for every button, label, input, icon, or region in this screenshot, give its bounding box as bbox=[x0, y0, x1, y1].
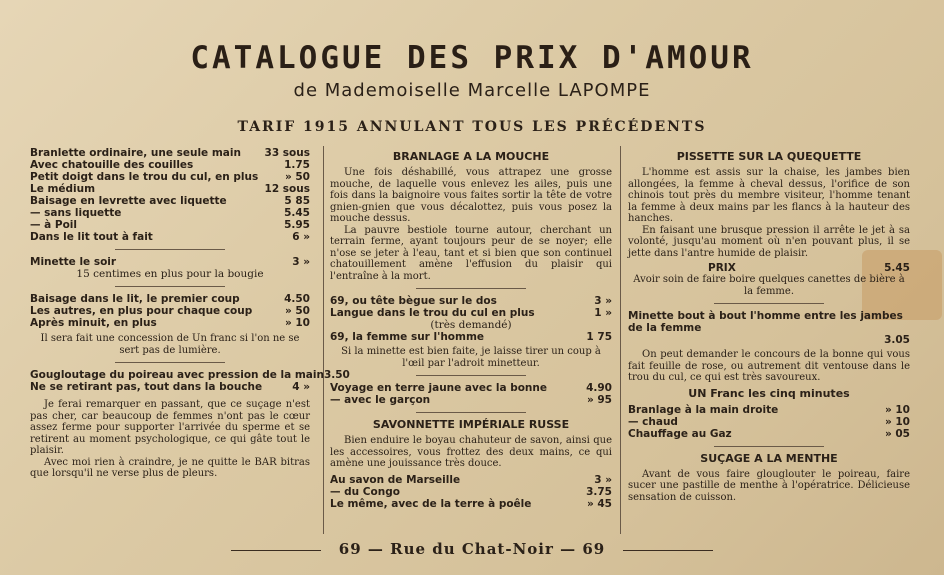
footer-address bbox=[0, 540, 944, 558]
price-value: 4 » bbox=[292, 381, 310, 393]
note: (très demandé) bbox=[430, 319, 512, 331]
price-row bbox=[30, 171, 310, 183]
price-value: 6 » bbox=[292, 231, 310, 243]
paragraph: Je ferai remarquer en passant, que ce suçage n'est pas cher, car beaucoup de femmes n'ont pas le cœur assez ferme pour supporter l'arrivée du sperme et se retirent au moment psychologique, ce qui gâte tout le plaisir. bbox=[30, 399, 310, 456]
separator bbox=[416, 412, 526, 413]
paragraph: La pauvre bestiole tourne autour, cherchant un terrain ferme, ayant toujours peur de se noyer; elle n'ose se jeter à l'eau, tant et si bien que son continuel chatouillement amène l'effusion du plaisir qui l'entraîne à la mort. bbox=[330, 224, 612, 282]
paragraph: On peut demander le concours de la bonne qui vous fait feuille de rose, ou autrement dit ventouse dans le trou du cul, ce qui est très savoureux. bbox=[628, 349, 910, 383]
price-value: » 45 bbox=[586, 497, 612, 510]
price-value: 3.75 bbox=[586, 485, 612, 498]
price-value: » 05 bbox=[884, 427, 910, 440]
page-subtitle: de Mademoiselle Marcelle LAPOMPE bbox=[293, 80, 651, 101]
separator bbox=[115, 286, 225, 287]
price-value: 3.05 bbox=[884, 334, 910, 346]
price-label: — sans liquette bbox=[30, 207, 122, 219]
price-list-3 bbox=[30, 369, 350, 393]
price-label: Branlage à la main droite bbox=[628, 403, 779, 416]
price-value: » 95 bbox=[586, 394, 612, 406]
column-divider-1 bbox=[323, 146, 324, 534]
price-row bbox=[330, 394, 612, 406]
price-row bbox=[30, 381, 310, 393]
price-row bbox=[330, 307, 612, 319]
price-row bbox=[30, 207, 310, 219]
paragraph: Une fois déshabillé, vous attrapez une grosse mouche, de laquelle vous enlevez les ailes, puis une fois dans la baignoire vous faites sortir la tête de votre gnien-gnien que vous décalottez, puis vous posez la mouche dessus. bbox=[330, 167, 612, 224]
price-value: 1 » bbox=[594, 307, 612, 319]
note: Avoir soin de faire boire quelques canettes de bière à la femme. bbox=[633, 274, 905, 297]
separator bbox=[416, 375, 526, 376]
arrow-right-icon bbox=[623, 550, 713, 551]
address-text: 69 — Rue du Chat-Noir — 69 bbox=[338, 540, 606, 558]
price-value: 4.90 bbox=[586, 382, 612, 394]
price-label: Voyage en terre jaune avec la bonne bbox=[330, 382, 547, 394]
price-label: Minette bout à bout l'homme entre les jambes de la femme bbox=[628, 310, 903, 334]
price-row bbox=[628, 334, 910, 346]
column-divider-2 bbox=[620, 146, 621, 534]
concession-note: Il sera fait une concession de Un franc si l'on ne se sert pas de lumière. bbox=[40, 333, 300, 356]
price-value: 5.45 bbox=[284, 207, 310, 219]
price-value: 3.50 bbox=[323, 369, 350, 381]
price-label: Branlette ordinaire, une seule main bbox=[30, 147, 241, 159]
price-list-5 bbox=[330, 382, 612, 406]
price-row bbox=[30, 293, 310, 305]
price-row bbox=[30, 305, 310, 317]
price-value: 5 85 bbox=[284, 195, 310, 207]
price-label: Petit doigt dans le trou du cul, en plus bbox=[30, 171, 259, 183]
separator bbox=[714, 303, 824, 304]
price-value: 3 » bbox=[594, 473, 612, 486]
column-1 bbox=[30, 147, 350, 480]
price-row bbox=[30, 183, 310, 195]
price-value: 33 sous bbox=[264, 147, 310, 159]
price-row bbox=[330, 331, 612, 343]
price-row bbox=[330, 382, 612, 394]
price-label: Ne se retirant pas, tout dans la bouche bbox=[30, 381, 263, 393]
price-value: 5.45 bbox=[884, 262, 910, 274]
price-value: » 50 bbox=[284, 171, 310, 183]
note: 15 centimes en plus pour la bougie bbox=[76, 268, 264, 280]
price-value: 3 » bbox=[594, 295, 612, 307]
price-label: — chaud bbox=[628, 415, 678, 428]
price-label: Après minuit, en plus bbox=[30, 317, 157, 329]
price-value: » 50 bbox=[284, 305, 310, 317]
price-label: Gougloutage du poireau avec pression de la main bbox=[30, 369, 324, 381]
price-label: — du Congo bbox=[330, 485, 400, 498]
price-list-7 bbox=[628, 404, 910, 440]
price-list-6 bbox=[330, 474, 612, 510]
price-row bbox=[30, 147, 310, 159]
price-row bbox=[30, 195, 310, 207]
separator bbox=[115, 249, 225, 250]
price-label: Baisage dans le lit, le premier coup bbox=[30, 293, 240, 305]
paragraph: L'homme est assis sur la chaise, les jambes bien allongées, la femme à cheval dessus, l'orifice de son chinois tout près du membre visiteur, l'homme tenant la femme à deux mains par les flancs à la hauteur des hanches. bbox=[628, 167, 910, 224]
price-value: 3 » bbox=[292, 256, 310, 268]
paragraph: En faisant une brusque pression il arrête le jet à sa volonté, jusqu'au moment où n'en pouvant plus, il se jette dans l'antre humide de plaisir. bbox=[628, 224, 910, 259]
price-label: 69, la femme sur l'homme bbox=[330, 331, 485, 343]
price-label: 69, ou tête bègue sur le dos bbox=[330, 295, 497, 307]
price-label: Au savon de Marseille bbox=[330, 473, 461, 486]
price-row bbox=[330, 474, 612, 486]
page-title: CATALOGUE DES PRIX D'AMOUR bbox=[190, 40, 754, 76]
section-heading: UN Franc les cinq minutes bbox=[688, 386, 850, 400]
price-value: 1.75 bbox=[284, 159, 310, 171]
column-2 bbox=[330, 147, 612, 510]
column-3 bbox=[628, 147, 910, 503]
price-list-1 bbox=[30, 147, 310, 243]
price-label: Le médium bbox=[30, 183, 96, 195]
price-label: Dans le lit tout à fait bbox=[30, 231, 153, 243]
price-label: Chauffage au Gaz bbox=[628, 427, 732, 440]
price-row bbox=[330, 498, 612, 510]
price-value: 4.50 bbox=[284, 293, 310, 305]
price-row bbox=[628, 262, 910, 274]
section-heading: PISSETTE SUR LA QUEQUETTE bbox=[676, 150, 862, 163]
price-label: — avec le garçon bbox=[330, 394, 431, 406]
separator bbox=[115, 362, 225, 363]
arrow-left-icon bbox=[231, 550, 321, 551]
price-row bbox=[628, 428, 910, 440]
price-label: Langue dans le trou du cul en plus bbox=[330, 307, 535, 319]
price-row bbox=[628, 416, 910, 428]
price-label: Avec chatouille des couilles bbox=[30, 159, 194, 171]
price-row bbox=[30, 317, 310, 329]
price-value: » 10 bbox=[884, 415, 910, 428]
paragraph: Avant de vous faire glouglouter le poireau, faire sucer une pastille de menthe à l'opératrice. Délicieuse sensation de cuisson. bbox=[628, 468, 910, 503]
tarif-heading: TARIF 1915 ANNULANT TOUS LES PRÉCÉDENTS bbox=[237, 119, 707, 135]
price-row bbox=[30, 369, 350, 381]
price-value: 5.95 bbox=[284, 219, 310, 231]
price-label: Le même, avec de la terre à poêle bbox=[330, 497, 532, 510]
price-label: — à Poil bbox=[30, 219, 78, 231]
price-value: 12 sous bbox=[264, 183, 310, 195]
price-row bbox=[30, 231, 310, 243]
separator bbox=[714, 446, 824, 447]
section-heading: BRANLAGE A LA MOUCHE bbox=[392, 150, 550, 163]
price-value: » 10 bbox=[284, 317, 310, 329]
section-heading: SUÇAGE A LA MENTHE bbox=[700, 451, 838, 465]
price-row bbox=[30, 219, 310, 231]
price-list-4 bbox=[330, 295, 612, 319]
section-heading: SAVONNETTE IMPÉRIALE RUSSE bbox=[372, 418, 570, 431]
price-row bbox=[330, 295, 612, 307]
price-row bbox=[330, 486, 612, 498]
price-list-2 bbox=[30, 293, 310, 329]
price-row bbox=[30, 256, 310, 268]
price-label: PRIX bbox=[708, 262, 736, 274]
price-label: Minette le soir bbox=[30, 256, 117, 268]
price-row bbox=[628, 404, 910, 416]
paragraph: Si la minette est bien faite, je laisse tirer un coup à l'œil par l'adroit minetteur. bbox=[341, 346, 601, 369]
separator bbox=[416, 288, 526, 289]
price-label: Les autres, en plus pour chaque coup bbox=[30, 305, 253, 317]
paragraph: Bien enduire le boyau chahuteur de savon, ainsi que les accessoires, vous frottez des deux mains, ce qui amène une jouissance très douce. bbox=[330, 435, 612, 469]
price-row bbox=[30, 159, 310, 171]
price-label: Baisage en levrette avec liquette bbox=[30, 195, 227, 207]
price-value: 1 75 bbox=[586, 331, 612, 343]
paragraph: Avec moi rien à craindre, je ne quitte le BAR bitras que lorsqu'il ne verse plus de pleurs. bbox=[30, 456, 310, 479]
price-value: » 10 bbox=[884, 403, 910, 416]
